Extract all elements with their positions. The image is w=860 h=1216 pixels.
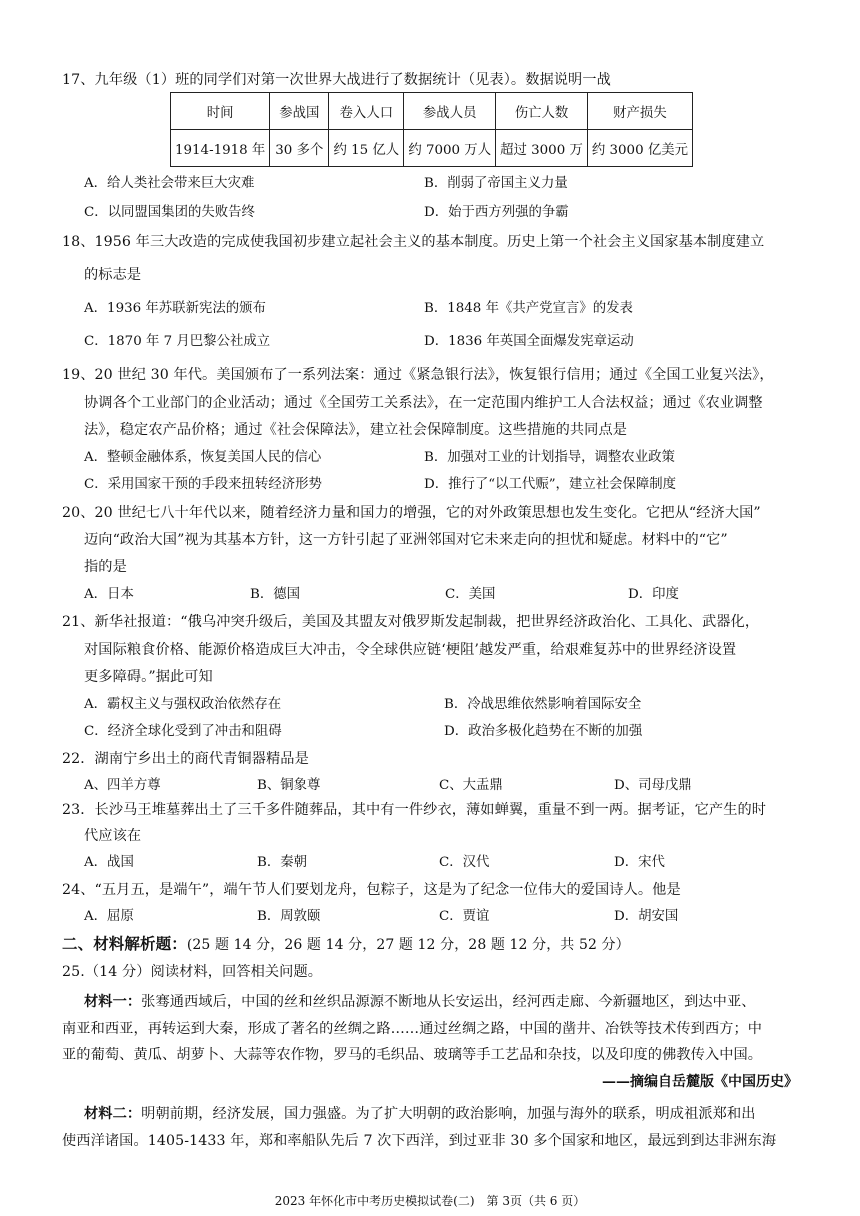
q18-stem-line1: 18、1956 年三大改造的完成使我国初步建立起社会主义的基本制度。历史上第一个社会主义国家基本制度建立	[62, 234, 765, 250]
material1-label: 材料一：	[84, 994, 142, 1010]
q20-option-d: D．印度	[628, 587, 679, 602]
q18-option-a: A．1936 年苏联新宪法的颁布	[84, 301, 266, 316]
q19-option-a: A．整顿金融体系，恢复美国人民的信心	[84, 450, 322, 465]
section-2-score: (25 题 14 分，26 题 14 分，27 题 12 分，28 题 12 分，共 52 分）	[186, 937, 630, 953]
q24-stem: 24、“五月五，是端午”，端午节人们要划龙舟，包粽子，这是为了纪念一位伟大的爱国诗人。他是	[62, 882, 681, 898]
q24-option-a: A．屈原	[84, 909, 134, 924]
q20-stem-line1: 20、20 世纪七八十年代以来，随着经济力量和国力的增强，它的对外政策思想也发生变化。它把从“经济大国”	[62, 505, 761, 521]
q25-material1-line2: 南亚和西亚，再转运到大秦，形成了著名的丝绸之路……通过丝绸之路，中国的凿井、冶铁等技术传到西方；中	[62, 1021, 763, 1037]
q24-option-d: D．胡安国	[614, 909, 679, 924]
section-2-heading	[62, 934, 630, 955]
q25-material1-line3: 亚的葡萄、黄瓜、胡萝卜、大蒜等农作物，罗马的毛织品、玻璃等手工艺品和杂技，以及印度的佛教传入中国。	[62, 1047, 763, 1063]
q19-stem-line1: 19、20 世纪 30 年代。美国颁布了一系列法案：通过《紧急银行法》，恢复银行信用；通过《全国工业复兴法》，	[62, 367, 774, 383]
material2-label: 材料二：	[84, 1106, 142, 1122]
q24-option-c: C．贾谊	[439, 909, 490, 924]
q22-option-d: D、司母戊鼎	[614, 778, 692, 793]
q19-stem-line2: 协调各个工业部门的企业活动；通过《全国劳工关系法》，在一定范围内维护工人合法权益；通过《农业调整	[84, 395, 763, 411]
q20-option-a: A．日本	[84, 587, 134, 602]
q21-option-c: C．经济全球化受到了冲击和阻碍	[84, 724, 282, 739]
q19-option-c: C．采用国家干预的手段来扭转经济形势	[84, 477, 322, 492]
q25-material2-line2: 使西洋诸国。1405-1433 年，郑和率船队先后 7 次下西洋，到过亚非 30 多个国家和地区，最远到到达非洲东海	[62, 1133, 777, 1149]
q18-option-d: D．1836 年英国全面爆发宪章运动	[424, 334, 634, 349]
q17-stem: 17、九年级（1）班的同学们对第一次世界大战进行了数据统计（见表）。数据说明一战	[62, 72, 611, 88]
q17-option-a: A．给人类社会带来巨大灾难	[84, 176, 255, 191]
table-header-cell: 时间	[171, 93, 270, 130]
q23-stem-line1: 23．长沙马王堆墓葬出土了三千多件随葬品，其中有一件纱衣，薄如蝉翼，重量不到一两。据考证，它产生的时	[62, 802, 767, 818]
q22-option-c: C、大盂鼎	[439, 778, 503, 793]
q17-option-c: C．以同盟国集团的失败告终	[84, 205, 255, 220]
q25-stem: 25.（14 分）阅读材料，回答相关问题。	[62, 964, 323, 980]
table-cell: 约 3000 亿美元	[587, 130, 692, 167]
table-cell: 超过 3000 万	[496, 130, 588, 167]
q21-stem-line2: 对国际粮食价格、能源价格造成巨大冲击，令全球供应链‘梗阻’越发严重，给艰难复苏中的世界经济设置	[84, 642, 737, 658]
q21-stem-line3: 更多障碍。”据此可知	[84, 669, 213, 685]
q23-stem-line2: 代应该在	[84, 828, 142, 844]
q18-option-b: B．1848 年《共产党宣言》的发表	[424, 301, 633, 316]
q25-material1-line1	[84, 992, 756, 1012]
section-2-title: 二、材料解析题：	[62, 934, 187, 953]
q18-option-c: C．1870 年 7 月巴黎公社成立	[84, 334, 271, 349]
q23-option-c: C．汉代	[439, 855, 490, 870]
q20-stem-line2: 迈向“政治大国”视为其基本方针，这一方针引起了亚洲邻国对它未来走向的担忧和疑虑。材料中的“它”	[84, 532, 728, 548]
q24-option-b: B．周敦颐	[257, 909, 321, 924]
q17-option-b: B．削弱了帝国主义力量	[424, 176, 568, 191]
q20-stem-line3: 指的是	[84, 559, 127, 575]
q17-option-d: D．始于西方列强的争霸	[424, 205, 569, 220]
q23-option-d: D．宋代	[614, 855, 665, 870]
q20-option-b: B．德国	[250, 587, 301, 602]
q18-stem-line2: 的标志是	[84, 267, 142, 283]
q23-option-b: B．秦朝	[257, 855, 308, 870]
material1-source: ——摘编自岳麓版《中国历史》	[602, 1074, 798, 1090]
table-header-cell: 参战国	[270, 93, 329, 130]
q21-option-d: D．政治多极化趋势在不断的加强	[444, 724, 643, 739]
page-footer: 2023 年怀化市中考历史模拟试卷(二) 第 3页（共 6 页）	[274, 1194, 586, 1208]
table-cell: 30 多个	[270, 130, 329, 167]
material1-text: 张骞通西域后，中国的丝和丝织品源源不断地从长安运出，经河西走廊、今新疆地区，到达中亚、	[141, 994, 756, 1010]
table-cell: 约 7000 万人	[404, 130, 496, 167]
material2-text: 明朝前期，经济发展，国力强盛。为了扩大明朝的政治影响，加强与海外的联系，明成祖派郑和出	[141, 1106, 756, 1122]
q21-option-a: A．霸权主义与强权政治依然存在	[84, 697, 282, 712]
table-row	[171, 130, 693, 167]
table-header-cell: 财产损失	[587, 93, 692, 130]
q19-option-b: B．加强对工业的计划指导，调整农业政策	[424, 450, 675, 465]
q21-stem-line1: 21、新华社报道：“俄乌冲突升级后，美国及其盟友对俄罗斯发起制裁，把世界经济政治化、工具化、武器化，	[62, 614, 760, 630]
q19-stem-line3: 法》，稳定农产品价格；通过《社会保障法》，建立社会保障制度。这些措施的共同点是	[84, 422, 628, 438]
table-header-cell: 参战人员	[404, 93, 496, 130]
table-cell: 1914-1918 年	[171, 130, 270, 167]
table-cell: 约 15 亿人	[329, 130, 404, 167]
ww1-stats-table	[170, 92, 693, 167]
q21-option-b: B．冷战思维依然影响着国际安全	[444, 697, 642, 712]
table-header-cell: 卷入人口	[329, 93, 404, 130]
q22-option-a: A、四羊方尊	[84, 778, 161, 793]
q23-option-a: A．战国	[84, 855, 134, 870]
q20-option-c: C．美国	[445, 587, 496, 602]
table-header-cell: 伤亡人数	[496, 93, 588, 130]
q19-option-d: D．推行了“以工代赈”，建立社会保障制度	[424, 477, 677, 492]
q22-stem: 22．湖南宁乡出土的商代青铜器精品是	[62, 751, 309, 767]
q25-material2-line1	[84, 1104, 756, 1124]
table-header-row	[171, 93, 693, 130]
q22-option-b: B、铜象尊	[257, 778, 321, 793]
